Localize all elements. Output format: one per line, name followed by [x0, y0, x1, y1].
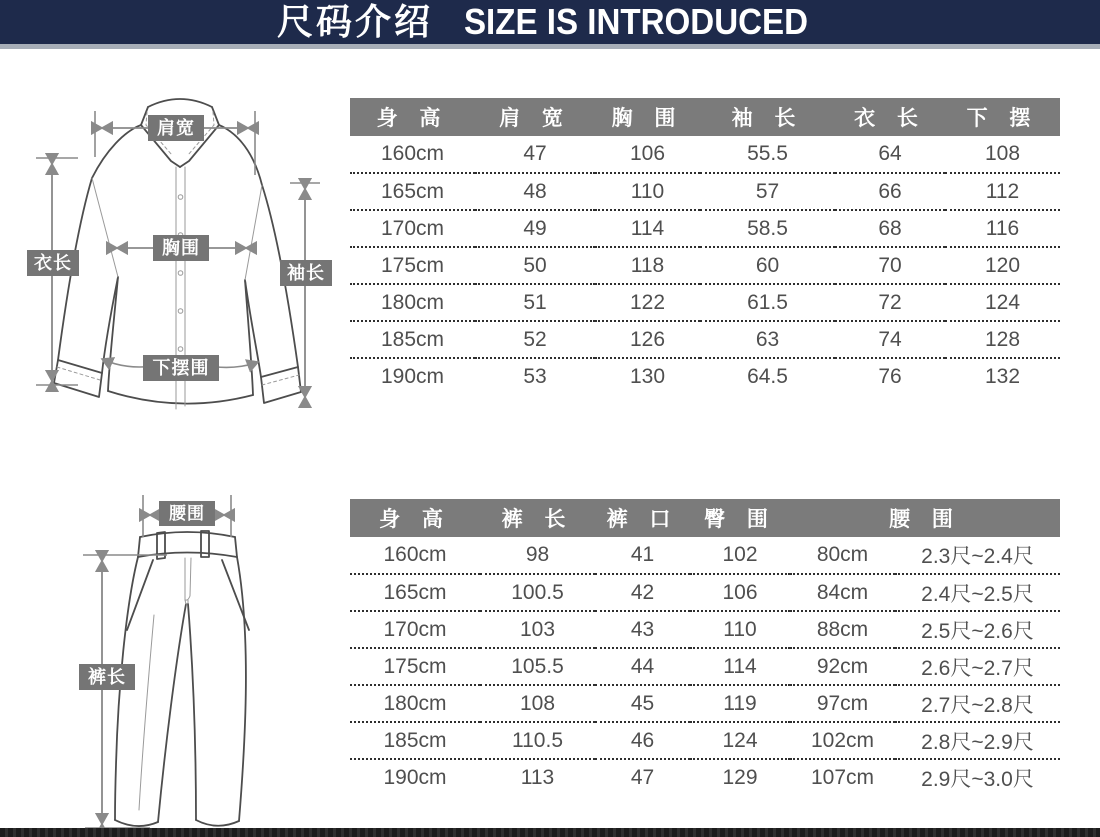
table-cell: 2.6尺~2.7尺 — [895, 648, 1060, 685]
table-cell: 44 — [595, 648, 690, 685]
table-cell: 165cm — [350, 574, 480, 611]
table-cell: 66 — [835, 173, 945, 210]
table-cell: 122 — [595, 284, 700, 321]
table-cell: 105.5 — [480, 648, 595, 685]
table-cell: 126 — [595, 321, 700, 358]
table-cell: 2.8尺~2.9尺 — [895, 722, 1060, 759]
waist-width-label: 腰围 — [159, 501, 215, 526]
table-cell: 110 — [595, 173, 700, 210]
table-cell: 106 — [595, 136, 700, 173]
table-row — [350, 722, 1060, 759]
title-chinese: 尺码介绍 — [276, 1, 433, 42]
table-row — [350, 210, 1060, 247]
table-cell: 50 — [475, 247, 595, 284]
column-header: 身 高 — [350, 499, 480, 537]
table-cell: 175cm — [350, 648, 480, 685]
table-cell: 70 — [835, 247, 945, 284]
table-cell: 110 — [690, 611, 790, 648]
column-header: 下 摆 — [945, 98, 1060, 136]
table-cell: 120 — [945, 247, 1060, 284]
table-cell: 102 — [690, 537, 790, 574]
table-cell: 53 — [523, 365, 547, 388]
table-cell: 57 — [700, 173, 835, 210]
table-cell: 160cm — [350, 537, 480, 574]
table-cell: 190cm — [380, 365, 445, 388]
hem-width-label: 下摆围 — [143, 355, 219, 381]
sleeve-length-arrow — [290, 183, 320, 397]
column-header: 肩 宽 — [475, 98, 595, 136]
table-row — [350, 685, 1060, 722]
table-row — [350, 136, 1060, 173]
table-cell: 180cm — [350, 284, 475, 321]
table-cell: 119 — [690, 685, 790, 722]
table-cell: 116 — [945, 210, 1060, 247]
table-cell: 48 — [475, 173, 595, 210]
title-english: SIZE IS INTRODUCED — [463, 1, 809, 42]
table-cell: 42 — [595, 574, 690, 611]
table-cell: 47 — [475, 136, 595, 173]
table-cell: 124 — [690, 722, 790, 759]
table-cell: 113 — [520, 766, 555, 789]
table-cell: 130 — [629, 365, 666, 388]
shirt-table-header — [350, 98, 1060, 136]
table-cell: 106 — [690, 574, 790, 611]
table-cell: 45 — [595, 685, 690, 722]
column-header: 袖 长 — [700, 98, 835, 136]
table-row — [350, 284, 1060, 321]
table-cell: 63 — [700, 321, 835, 358]
table-cell: 88cm — [790, 611, 895, 648]
table-cell: 190cm — [383, 766, 447, 789]
table-cell: 129 — [722, 766, 758, 789]
table-cell: 2.5尺~2.6尺 — [895, 611, 1060, 648]
table-cell: 185cm — [350, 722, 480, 759]
table-cell: 41 — [595, 537, 690, 574]
table-row — [350, 358, 1060, 395]
table-cell: 114 — [595, 210, 700, 247]
table-cell: 102cm — [790, 722, 895, 759]
table-cell: 76 — [878, 365, 902, 388]
shirt-measurement-diagram — [10, 65, 350, 425]
sleeve-length-label: 袖长 — [280, 260, 332, 286]
column-header: 裤 长 — [480, 499, 595, 537]
table-cell: 2.3尺~2.4尺 — [895, 537, 1060, 574]
table-cell: 51 — [475, 284, 595, 321]
column-header: 臀 围 — [690, 499, 790, 537]
table-cell: 112 — [945, 173, 1060, 210]
shirt-size-table — [350, 98, 1060, 395]
table-cell: 46 — [595, 722, 690, 759]
column-header: 裤 口 — [595, 499, 690, 537]
table-cell: 114 — [690, 648, 790, 685]
table-cell: 64 — [835, 136, 945, 173]
pants-table-header — [350, 499, 1060, 537]
table-cell: 108 — [945, 136, 1060, 173]
table-row — [350, 574, 1060, 611]
table-cell: 110.5 — [480, 722, 595, 759]
banner-divider — [0, 44, 1100, 49]
table-cell: 2.9尺~3.0尺 — [921, 768, 1034, 791]
table-cell: 64.5 — [747, 365, 788, 388]
table-cell: 55.5 — [700, 136, 835, 173]
table-cell: 52 — [475, 321, 595, 358]
table-cell: 60 — [700, 247, 835, 284]
table-cell: 49 — [475, 210, 595, 247]
table-cell: 98 — [480, 537, 595, 574]
table-cell: 43 — [595, 611, 690, 648]
table-cell: 2.7尺~2.8尺 — [895, 685, 1060, 722]
table-cell: 92cm — [790, 648, 895, 685]
table-cell: 84cm — [790, 574, 895, 611]
table-cell: 108 — [480, 685, 595, 722]
table-cell: 2.4尺~2.5尺 — [895, 574, 1060, 611]
table-row — [350, 611, 1060, 648]
table-cell: 170cm — [350, 611, 480, 648]
table-cell: 132 — [984, 365, 1021, 388]
table-cell: 160cm — [350, 136, 475, 173]
pants-line-drawing — [55, 480, 355, 835]
table-cell: 100.5 — [480, 574, 595, 611]
column-header: 胸 围 — [595, 98, 700, 136]
pants-outline — [115, 531, 249, 826]
garment-length-label: 衣长 — [27, 250, 79, 276]
table-cell: 72 — [835, 284, 945, 321]
title-banner — [0, 0, 1100, 44]
table-row — [350, 648, 1060, 685]
table-cell: 175cm — [350, 247, 475, 284]
chest-width-label: 胸围 — [153, 235, 209, 261]
pants-length-arrow — [83, 555, 167, 828]
table-cell: 185cm — [350, 321, 475, 358]
table-cell: 61.5 — [700, 284, 835, 321]
table-row — [350, 173, 1060, 210]
table-row — [350, 537, 1060, 574]
table-cell: 58.5 — [700, 210, 835, 247]
column-header: 衣 长 — [835, 98, 945, 136]
table-cell: 170cm — [350, 210, 475, 247]
bottom-divider — [0, 828, 1100, 837]
column-header: 腰 围 — [790, 499, 1060, 537]
table-cell: 128 — [945, 321, 1060, 358]
table-cell: 80cm — [790, 537, 895, 574]
table-cell: 47 — [630, 766, 655, 789]
pants-measurement-diagram — [55, 480, 355, 835]
table-row — [350, 247, 1060, 284]
table-cell: 118 — [595, 247, 700, 284]
table-cell: 107cm — [810, 766, 875, 789]
table-row — [350, 759, 1060, 796]
table-cell: 124 — [945, 284, 1060, 321]
pants-size-table — [350, 499, 1060, 796]
column-header: 身 高 — [350, 98, 475, 136]
shoulder-width-label: 肩宽 — [148, 115, 204, 141]
pants-length-label: 裤长 — [79, 664, 135, 690]
table-cell: 97cm — [790, 685, 895, 722]
table-row — [350, 321, 1060, 358]
table-cell: 74 — [835, 321, 945, 358]
table-cell: 103 — [480, 611, 595, 648]
table-cell: 180cm — [350, 685, 480, 722]
table-cell: 165cm — [350, 173, 475, 210]
table-cell: 68 — [835, 210, 945, 247]
